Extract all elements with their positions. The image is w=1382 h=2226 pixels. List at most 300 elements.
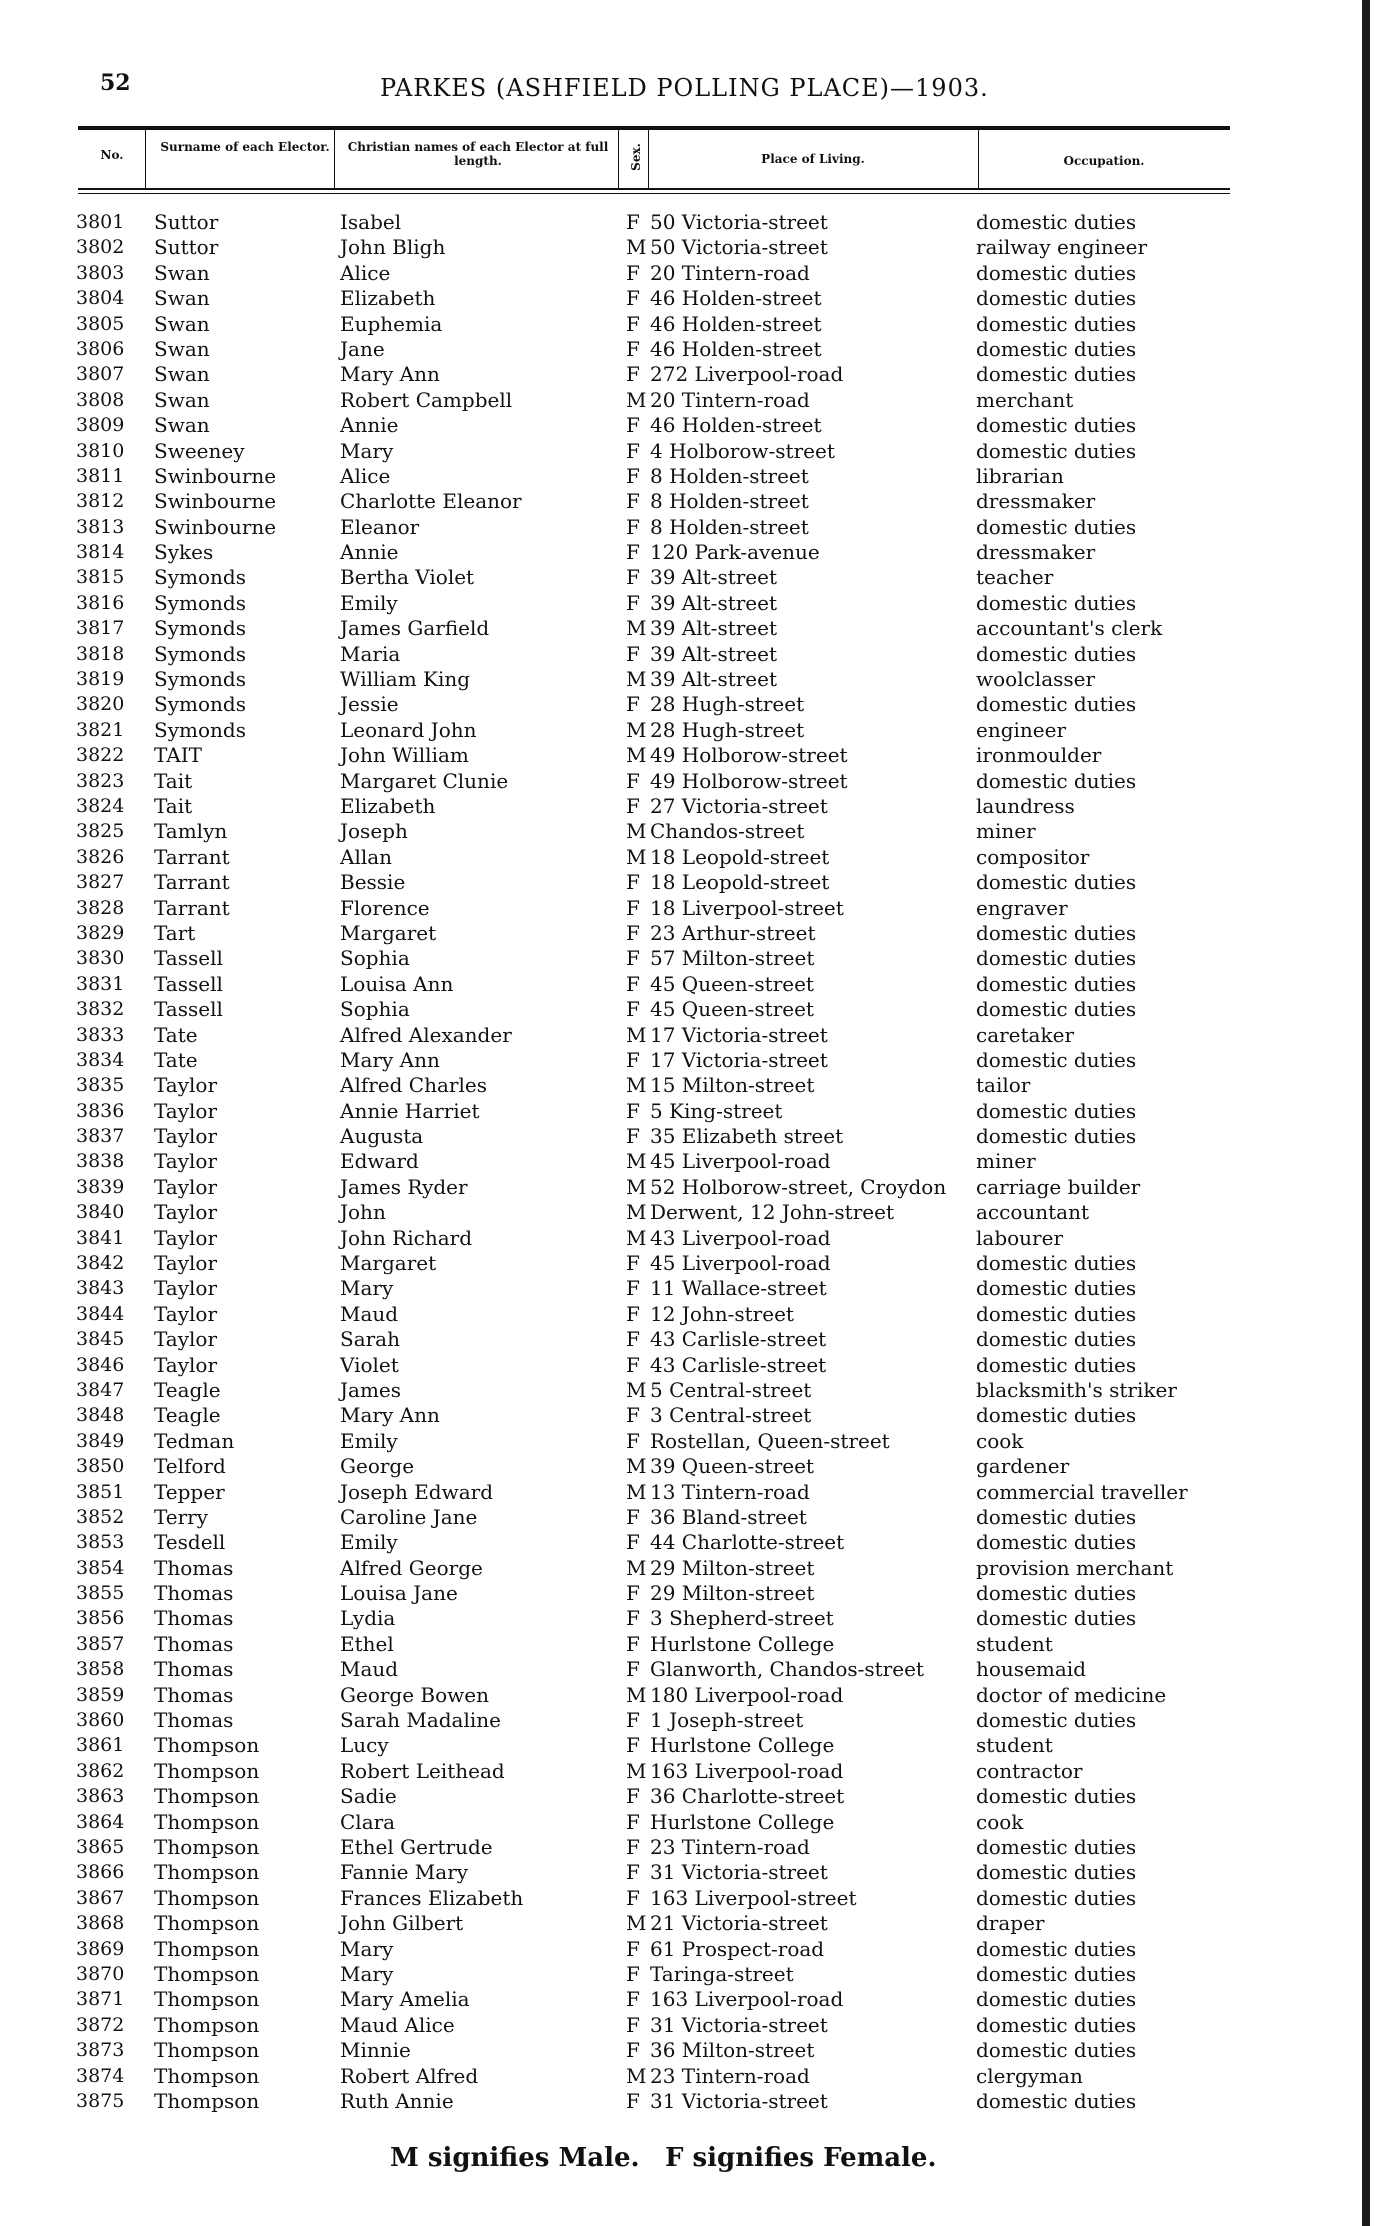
elector-number: 3803 bbox=[76, 261, 125, 284]
elector-sex: F bbox=[626, 641, 640, 666]
elector-sex: F bbox=[626, 1835, 640, 1859]
column-header-place-of-living: Place of Living. bbox=[761, 152, 865, 166]
elector-number: 3863 bbox=[76, 1785, 125, 1808]
elector-row bbox=[0, 1784, 1382, 1809]
elector-number: 3832 bbox=[76, 998, 125, 1021]
elector-occupation: merchant bbox=[976, 387, 1074, 412]
elector-christian-names: Annie bbox=[340, 540, 399, 565]
elector-occupation: ironmoulder bbox=[976, 743, 1102, 768]
elector-surname: Swinbourne bbox=[154, 489, 277, 514]
elector-sex: F bbox=[626, 1657, 640, 1682]
elector-christian-names: Alfred George bbox=[340, 1555, 483, 1580]
elector-row bbox=[0, 1733, 1382, 1758]
elector-row bbox=[0, 261, 1382, 286]
elector-place-of-living: Derwent, 12 John-street bbox=[650, 1200, 894, 1225]
elector-surname: Thompson bbox=[154, 2088, 260, 2113]
elector-place-of-living: 43 Liverpool-road bbox=[650, 1225, 831, 1250]
elector-surname: Swan bbox=[154, 413, 210, 438]
elector-row bbox=[0, 1378, 1382, 1403]
elector-occupation: dressmaker bbox=[976, 540, 1096, 565]
elector-christian-names: Lucy bbox=[340, 1733, 389, 1758]
elector-place-of-living: 15 Milton-street bbox=[650, 1073, 815, 1098]
column-header-sex: Sex. bbox=[628, 143, 643, 171]
elector-occupation: railway engineer bbox=[976, 235, 1148, 260]
elector-row bbox=[0, 515, 1382, 540]
elector-number: 3834 bbox=[76, 1048, 125, 1071]
elector-occupation: cook bbox=[976, 1809, 1024, 1834]
page-title: PARKES (ASHFIELD POLLING PLACE)—1903. bbox=[380, 74, 989, 102]
elector-occupation: miner bbox=[976, 819, 1036, 844]
elector-number: 3827 bbox=[76, 871, 125, 894]
elector-row bbox=[0, 1099, 1382, 1124]
elector-occupation: domestic duties bbox=[976, 286, 1137, 311]
elector-place-of-living: 28 Hugh-street bbox=[650, 717, 805, 742]
elector-surname: Swan bbox=[154, 336, 210, 361]
elector-christian-names: Joseph bbox=[340, 819, 408, 844]
elector-sex: F bbox=[626, 1504, 640, 1529]
elector-surname: Thompson bbox=[154, 2012, 260, 2037]
elector-occupation: domestic duties bbox=[976, 1606, 1137, 1631]
elector-number: 3811 bbox=[76, 464, 125, 487]
elector-christian-names: John Gilbert bbox=[340, 1911, 464, 1936]
elector-occupation: dressmaker bbox=[976, 489, 1096, 514]
elector-row bbox=[0, 896, 1382, 921]
column-header-surname: Surname of each Elector. bbox=[160, 140, 330, 154]
elector-christian-names: Charlotte Eleanor bbox=[340, 489, 522, 514]
elector-occupation: cook bbox=[976, 1428, 1024, 1453]
elector-surname: Tarrant bbox=[154, 844, 230, 869]
elector-occupation: gardener bbox=[976, 1454, 1070, 1479]
elector-sex: F bbox=[626, 946, 640, 971]
elector-sex: M bbox=[626, 235, 647, 260]
elector-surname: Tepper bbox=[154, 1479, 225, 1504]
elector-sex: M bbox=[626, 1200, 647, 1225]
header-rule-bottom bbox=[78, 188, 1230, 190]
elector-number: 3807 bbox=[76, 363, 125, 386]
elector-sex: M bbox=[626, 1555, 647, 1580]
elector-sex: F bbox=[626, 1124, 640, 1149]
elector-surname: Tassell bbox=[154, 946, 223, 971]
elector-place-of-living: 27 Victoria-street bbox=[650, 793, 828, 818]
elector-row bbox=[0, 819, 1382, 844]
elector-christian-names: Mary Amelia bbox=[340, 1987, 470, 2012]
elector-place-of-living: 46 Holden-street bbox=[650, 286, 822, 311]
elector-row bbox=[0, 946, 1382, 971]
header-rule-double bbox=[78, 193, 1230, 194]
elector-row bbox=[0, 1556, 1382, 1581]
elector-sex: F bbox=[626, 692, 640, 717]
elector-surname: Swan bbox=[154, 387, 210, 412]
elector-surname: Tarrant bbox=[154, 895, 230, 920]
elector-occupation: domestic duties bbox=[976, 1098, 1137, 1123]
elector-number: 3866 bbox=[76, 1861, 125, 1884]
elector-occupation: student bbox=[976, 1631, 1053, 1656]
elector-occupation: labourer bbox=[976, 1225, 1064, 1250]
elector-row bbox=[0, 1860, 1382, 1885]
elector-sex: F bbox=[626, 1885, 640, 1910]
elector-number: 3821 bbox=[76, 718, 125, 741]
elector-occupation: domestic duties bbox=[976, 641, 1137, 666]
elector-number: 3816 bbox=[76, 591, 125, 614]
elector-surname: Tamlyn bbox=[154, 819, 228, 844]
elector-number: 3815 bbox=[76, 566, 125, 589]
elector-surname: Symonds bbox=[154, 692, 246, 717]
elector-number: 3802 bbox=[76, 236, 125, 259]
elector-surname: Thompson bbox=[154, 2038, 260, 2063]
elector-place-of-living: 29 Milton-street bbox=[650, 1555, 815, 1580]
elector-place-of-living: 20 Tintern-road bbox=[650, 387, 810, 412]
elector-christian-names: Joseph Edward bbox=[340, 1479, 494, 1504]
elector-surname: Swinbourne bbox=[154, 463, 277, 488]
elector-christian-names: Mary bbox=[340, 1276, 394, 1301]
elector-row bbox=[0, 1505, 1382, 1530]
elector-christian-names: Bessie bbox=[340, 870, 406, 895]
elector-row bbox=[0, 1251, 1382, 1276]
elector-sex: F bbox=[626, 1708, 640, 1733]
elector-place-of-living: 50 Victoria-street bbox=[650, 210, 828, 234]
elector-christian-names: Euphemia bbox=[340, 311, 443, 336]
elector-surname: Symonds bbox=[154, 565, 246, 590]
elector-surname: Thompson bbox=[154, 1936, 260, 1961]
elector-row bbox=[0, 388, 1382, 413]
elector-occupation: domestic duties bbox=[976, 413, 1137, 438]
elector-number: 3831 bbox=[76, 972, 125, 995]
elector-place-of-living: Glanworth, Chandos-street bbox=[650, 1657, 924, 1682]
elector-number: 3806 bbox=[76, 337, 125, 360]
elector-row bbox=[0, 921, 1382, 946]
elector-occupation: domestic duties bbox=[976, 971, 1137, 996]
elector-row bbox=[0, 997, 1382, 1022]
elector-row bbox=[0, 337, 1382, 362]
elector-list bbox=[0, 210, 1382, 2114]
header-rule-top bbox=[78, 126, 1230, 130]
elector-row bbox=[0, 845, 1382, 870]
elector-christian-names: Sarah bbox=[340, 1327, 400, 1352]
elector-surname: Teagle bbox=[154, 1377, 221, 1402]
female-legend: F signifies Female. bbox=[665, 2143, 937, 2173]
elector-surname: Telford bbox=[154, 1454, 226, 1479]
elector-sex: F bbox=[626, 1047, 640, 1072]
elector-number: 3848 bbox=[76, 1404, 125, 1427]
elector-occupation: domestic duties bbox=[976, 210, 1137, 234]
elector-surname: Thomas bbox=[154, 1682, 234, 1707]
elector-christian-names: Elizabeth bbox=[340, 286, 436, 311]
elector-surname: Thomas bbox=[154, 1606, 234, 1631]
elector-place-of-living: 36 Charlotte-street bbox=[650, 1784, 845, 1809]
elector-occupation: domestic duties bbox=[976, 1504, 1137, 1529]
elector-place-of-living: 29 Milton-street bbox=[650, 1581, 815, 1606]
elector-row bbox=[0, 1810, 1382, 1835]
elector-row bbox=[0, 870, 1382, 895]
elector-sex: F bbox=[626, 413, 640, 438]
elector-christian-names: Clara bbox=[340, 1809, 396, 1834]
elector-place-of-living: 45 Queen-street bbox=[650, 971, 814, 996]
elector-row bbox=[0, 1353, 1382, 1378]
elector-number: 3851 bbox=[76, 1480, 125, 1503]
elector-christian-names: Louisa Jane bbox=[340, 1581, 458, 1606]
column-divider bbox=[618, 127, 619, 189]
elector-surname: Thompson bbox=[154, 2063, 260, 2088]
elector-place-of-living: 11 Wallace-street bbox=[650, 1276, 827, 1301]
elector-occupation: librarian bbox=[976, 463, 1064, 488]
elector-number: 3808 bbox=[76, 388, 125, 411]
elector-sex: F bbox=[626, 1733, 640, 1758]
elector-occupation: domestic duties bbox=[976, 1352, 1137, 1377]
column-divider bbox=[978, 127, 979, 189]
elector-place-of-living: 8 Holden-street bbox=[650, 514, 809, 539]
elector-sex: M bbox=[626, 1174, 647, 1199]
elector-place-of-living: 39 Alt-street bbox=[650, 667, 778, 692]
elector-place-of-living: 31 Victoria-street bbox=[650, 2012, 828, 2037]
elector-row bbox=[0, 1023, 1382, 1048]
elector-surname: Thompson bbox=[154, 1733, 260, 1758]
elector-sex: F bbox=[626, 1936, 640, 1961]
elector-row bbox=[0, 1937, 1382, 1962]
elector-number: 3867 bbox=[76, 1886, 125, 1909]
elector-row bbox=[0, 1606, 1382, 1631]
elector-row bbox=[0, 439, 1382, 464]
elector-number: 3835 bbox=[76, 1074, 125, 1097]
elector-row bbox=[0, 1403, 1382, 1428]
elector-christian-names: Mary Ann bbox=[340, 1403, 440, 1428]
elector-occupation: housemaid bbox=[976, 1657, 1086, 1682]
elector-surname: Taylor bbox=[154, 1225, 218, 1250]
elector-sex: F bbox=[626, 1403, 640, 1428]
elector-occupation: accountant's clerk bbox=[976, 616, 1163, 641]
elector-surname: Thompson bbox=[154, 1860, 260, 1885]
elector-occupation: miner bbox=[976, 1149, 1036, 1174]
elector-sex: F bbox=[626, 768, 640, 793]
elector-sex: F bbox=[626, 1301, 640, 1326]
elector-number: 3844 bbox=[76, 1302, 125, 1325]
elector-place-of-living: 12 John-street bbox=[650, 1301, 794, 1326]
elector-occupation: carriage builder bbox=[976, 1174, 1141, 1199]
elector-number: 3818 bbox=[76, 642, 125, 665]
elector-occupation: domestic duties bbox=[976, 1708, 1137, 1733]
elector-surname: Thompson bbox=[154, 1961, 260, 1986]
elector-sex: F bbox=[626, 1809, 640, 1834]
elector-sex: F bbox=[626, 997, 640, 1022]
elector-christian-names: Annie bbox=[340, 413, 399, 438]
elector-place-of-living: 18 Leopold-street bbox=[650, 870, 830, 895]
elector-sex: F bbox=[626, 1784, 640, 1809]
elector-occupation: domestic duties bbox=[976, 870, 1137, 895]
elector-christian-names: Robert Leithead bbox=[340, 1758, 505, 1783]
elector-surname: Taylor bbox=[154, 1352, 218, 1377]
elector-number: 3874 bbox=[76, 2064, 125, 2087]
elector-place-of-living: 46 Holden-street bbox=[650, 413, 822, 438]
elector-surname: Swan bbox=[154, 311, 210, 336]
elector-place-of-living: 5 King-street bbox=[650, 1098, 783, 1123]
elector-row bbox=[0, 235, 1382, 260]
elector-place-of-living: 44 Charlotte-street bbox=[650, 1530, 845, 1555]
elector-occupation: domestic duties bbox=[976, 1961, 1137, 1986]
elector-number: 3854 bbox=[76, 1556, 125, 1579]
elector-place-of-living: 4 Holborow-street bbox=[650, 438, 835, 463]
elector-occupation: domestic duties bbox=[976, 1784, 1137, 1809]
elector-christian-names: John Bligh bbox=[340, 235, 446, 260]
elector-surname: TAIT bbox=[154, 743, 202, 768]
elector-occupation: compositor bbox=[976, 844, 1090, 869]
elector-sex: F bbox=[626, 463, 640, 488]
elector-occupation: tailor bbox=[976, 1073, 1031, 1098]
elector-number: 3870 bbox=[76, 1962, 125, 1985]
elector-row bbox=[0, 1886, 1382, 1911]
elector-number: 3814 bbox=[76, 541, 125, 564]
elector-christian-names: Alice bbox=[340, 463, 391, 488]
elector-sex: F bbox=[626, 565, 640, 590]
elector-row bbox=[0, 312, 1382, 337]
elector-surname: Tesdell bbox=[154, 1530, 226, 1555]
column-divider bbox=[648, 127, 649, 189]
elector-row bbox=[0, 1683, 1382, 1708]
elector-sex: F bbox=[626, 895, 640, 920]
elector-sex: F bbox=[626, 920, 640, 945]
elector-occupation: domestic duties bbox=[976, 2038, 1137, 2063]
elector-sex: M bbox=[626, 1225, 647, 1250]
elector-number: 3865 bbox=[76, 1836, 125, 1858]
elector-surname: Taylor bbox=[154, 1073, 218, 1098]
elector-number: 3819 bbox=[76, 668, 125, 691]
elector-christian-names: Caroline Jane bbox=[340, 1504, 478, 1529]
elector-surname: Thomas bbox=[154, 1708, 234, 1733]
elector-christian-names: Jane bbox=[340, 336, 385, 361]
elector-row bbox=[0, 286, 1382, 311]
elector-number: 3817 bbox=[76, 617, 125, 640]
elector-christian-names: John Richard bbox=[340, 1225, 473, 1250]
elector-occupation: domestic duties bbox=[976, 1987, 1137, 2012]
elector-row bbox=[0, 769, 1382, 794]
elector-christian-names: Maud bbox=[340, 1657, 399, 1682]
elector-occupation: domestic duties bbox=[976, 1251, 1137, 1276]
elector-surname: Symonds bbox=[154, 590, 246, 615]
elector-place-of-living: 39 Alt-street bbox=[650, 590, 778, 615]
elector-sex: F bbox=[626, 1581, 640, 1606]
elector-occupation: domestic duties bbox=[976, 1327, 1137, 1352]
elector-surname: Swan bbox=[154, 260, 210, 285]
elector-occupation: contractor bbox=[976, 1758, 1083, 1783]
elector-place-of-living: 57 Milton-street bbox=[650, 946, 815, 971]
elector-christian-names: Margaret bbox=[340, 920, 437, 945]
elector-place-of-living: 43 Carlisle-street bbox=[650, 1327, 827, 1352]
elector-sex: F bbox=[626, 336, 640, 361]
elector-surname: Tait bbox=[154, 793, 193, 818]
elector-sex: M bbox=[626, 667, 647, 692]
page-number: 52 bbox=[100, 70, 131, 96]
elector-surname: Thomas bbox=[154, 1657, 234, 1682]
elector-number: 3836 bbox=[76, 1099, 125, 1122]
elector-christian-names: Sadie bbox=[340, 1784, 397, 1809]
elector-christian-names: Mary bbox=[340, 1936, 394, 1961]
elector-row bbox=[0, 2013, 1382, 2038]
elector-row bbox=[0, 1454, 1382, 1479]
elector-occupation: domestic duties bbox=[976, 2012, 1137, 2037]
elector-place-of-living: 36 Milton-street bbox=[650, 2038, 815, 2063]
elector-number: 3810 bbox=[76, 439, 125, 462]
elector-christian-names: Emily bbox=[340, 1428, 398, 1453]
elector-occupation: domestic duties bbox=[976, 1860, 1137, 1885]
elector-christian-names: Alfred Alexander bbox=[340, 1022, 512, 1047]
elector-row bbox=[0, 1632, 1382, 1657]
elector-christian-names: Fannie Mary bbox=[340, 1860, 469, 1885]
elector-christian-names: Edward bbox=[340, 1149, 419, 1174]
elector-sex: F bbox=[626, 1352, 640, 1377]
elector-number: 3830 bbox=[76, 947, 125, 970]
elector-place-of-living: 46 Holden-street bbox=[650, 311, 822, 336]
elector-occupation: domestic duties bbox=[976, 692, 1137, 717]
elector-surname: Sweeney bbox=[154, 438, 245, 463]
elector-place-of-living: 18 Liverpool-street bbox=[650, 895, 844, 920]
elector-place-of-living: 31 Victoria-street bbox=[650, 1860, 828, 1885]
elector-sex: F bbox=[626, 210, 640, 234]
elector-christian-names: Sarah Madaline bbox=[340, 1708, 501, 1733]
elector-number: 3804 bbox=[76, 287, 125, 310]
elector-christian-names: James bbox=[340, 1377, 402, 1402]
elector-occupation: laundress bbox=[976, 793, 1075, 818]
elector-occupation: domestic duties bbox=[976, 362, 1137, 387]
elector-surname: Symonds bbox=[154, 667, 246, 692]
elector-surname: Taylor bbox=[154, 1174, 218, 1199]
elector-occupation: domestic duties bbox=[976, 1403, 1137, 1428]
elector-place-of-living: 18 Leopold-street bbox=[650, 844, 830, 869]
elector-surname: Taylor bbox=[154, 1149, 218, 1174]
elector-sex: M bbox=[626, 1073, 647, 1098]
elector-occupation: draper bbox=[976, 1911, 1045, 1936]
elector-row bbox=[0, 692, 1382, 717]
elector-number: 3869 bbox=[76, 1937, 125, 1960]
elector-christian-names: Elizabeth bbox=[340, 793, 436, 818]
elector-place-of-living: 49 Holborow-street bbox=[650, 768, 848, 793]
elector-christian-names: John William bbox=[340, 743, 469, 768]
elector-surname: Tassell bbox=[154, 997, 223, 1022]
elector-number: 3841 bbox=[76, 1226, 125, 1249]
elector-sex: M bbox=[626, 1682, 647, 1707]
elector-christian-names: Margaret Clunie bbox=[340, 768, 509, 793]
elector-row bbox=[0, 1149, 1382, 1174]
elector-sex: F bbox=[626, 260, 640, 285]
elector-sex: F bbox=[626, 514, 640, 539]
elector-christian-names: Eleanor bbox=[340, 514, 420, 539]
elector-number: 3859 bbox=[76, 1683, 125, 1706]
elector-row bbox=[0, 794, 1382, 819]
elector-row bbox=[0, 1226, 1382, 1251]
elector-christian-names: George bbox=[340, 1454, 415, 1479]
elector-christian-names: Maud Alice bbox=[340, 2012, 455, 2037]
elector-row bbox=[0, 1987, 1382, 2012]
elector-row bbox=[0, 1124, 1382, 1149]
elector-surname: Tate bbox=[154, 1022, 198, 1047]
elector-occupation: provision merchant bbox=[976, 1555, 1174, 1580]
elector-surname: Taylor bbox=[154, 1327, 218, 1352]
elector-surname: Taylor bbox=[154, 1200, 218, 1225]
elector-place-of-living: Rostellan, Queen-street bbox=[650, 1428, 890, 1453]
elector-christian-names: Minnie bbox=[340, 2038, 411, 2063]
elector-christian-names: Bertha Violet bbox=[340, 565, 475, 590]
elector-place-of-living: 1 Joseph-street bbox=[650, 1708, 804, 1733]
elector-sex: M bbox=[626, 616, 647, 641]
elector-christian-names: Jessie bbox=[340, 692, 399, 717]
elector-place-of-living: 8 Holden-street bbox=[650, 463, 809, 488]
elector-sex: M bbox=[626, 1758, 647, 1783]
elector-place-of-living: 28 Hugh-street bbox=[650, 692, 805, 717]
elector-occupation: domestic duties bbox=[976, 1885, 1137, 1910]
elector-surname: Symonds bbox=[154, 641, 246, 666]
elector-number: 3824 bbox=[76, 794, 125, 817]
elector-sex: F bbox=[626, 1276, 640, 1301]
elector-number: 3862 bbox=[76, 1759, 125, 1782]
elector-occupation: clergyman bbox=[976, 2063, 1083, 2088]
elector-place-of-living: 3 Shepherd-street bbox=[650, 1606, 834, 1631]
